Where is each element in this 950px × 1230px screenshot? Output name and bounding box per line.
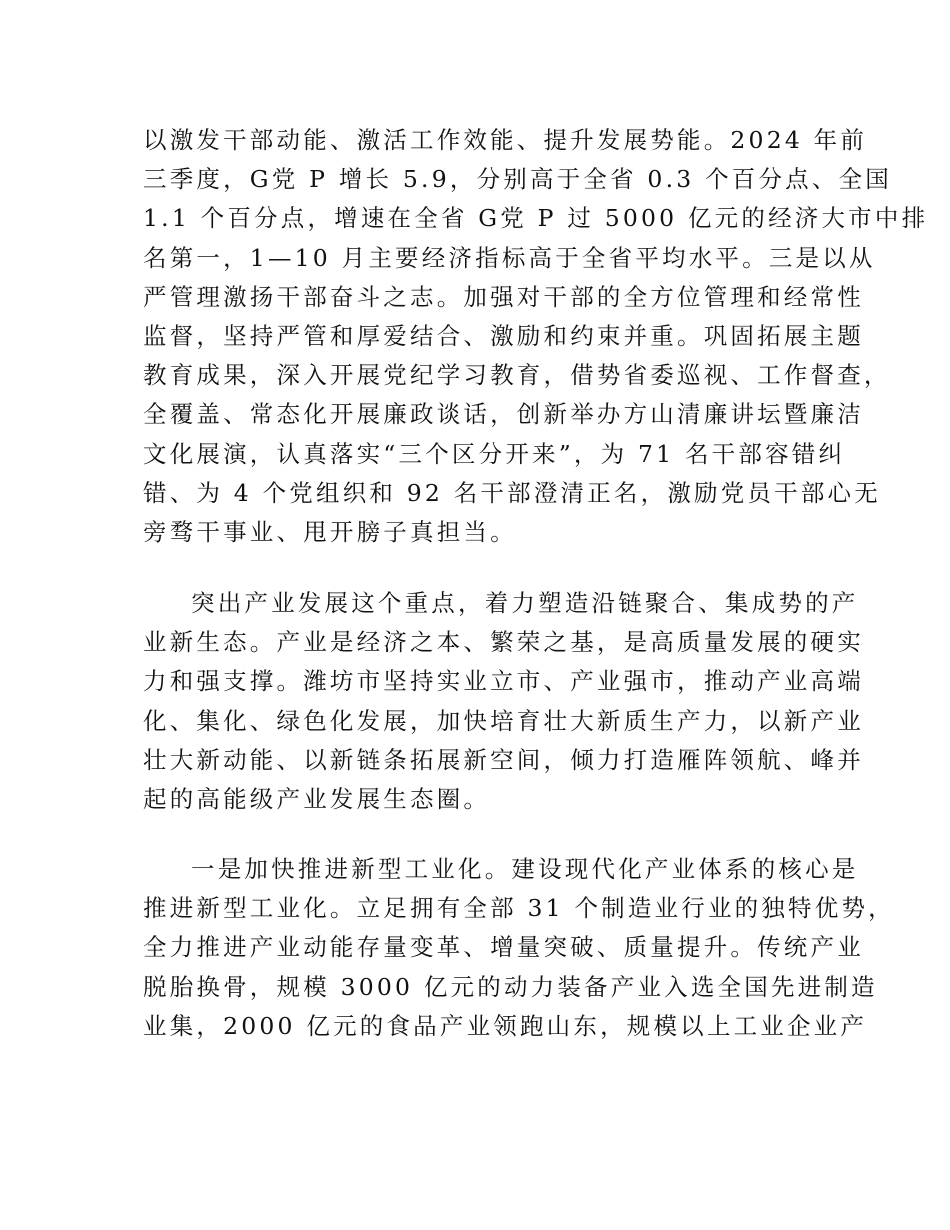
text-line: 全覆盖、常态化开展廉政谈话，创新举办方山清廉讲坛暨廉洁 [143, 400, 864, 429]
text-line: 力和强支撑。潍坊市坚持实业立市、产业强市，推动产业高端 [143, 667, 864, 696]
text-line: 业集，2000 亿元的食品产业领跑山东，规模以上工业企业产 [143, 1011, 868, 1040]
paragraph-1 [143, 121, 929, 552]
text-line: 脱胎换骨，规模 3000 亿元的动力装备产业入选全国先进制造 [143, 972, 878, 1001]
text-line: 推进新型工业化。立足拥有全部 31 个制造业行业的独特优势， [143, 894, 895, 923]
text-line: 突出产业发展这个重点，着力塑造沿链聚合、集成势的产 [191, 589, 859, 617]
text-line: 全力推进产业动能存量变革、增量突破、质量提升。传统产业 [143, 933, 864, 962]
text-line: 旁骛干事业、甩开膀子真担当。 [143, 517, 517, 546]
paragraph-2 [143, 584, 864, 858]
text-line: 错、为 4 个党组织和 92 名干部澄清正名，激励党员干部心无 [143, 478, 881, 507]
text-line: 三季度，G党 P 增长 5.9，分别高于全省 0.3 个百分点、全国 [143, 165, 892, 194]
text-line: 一是加快推进新型工业化。建设现代化产业体系的核心是 [191, 855, 859, 883]
text-line: 名第一，1—10 月主要经济指标高于全省平均水平。三是以从 [143, 243, 876, 272]
text-line: 化、集化、绿色化发展，加快培育壮大新质生产力，以新产业 [143, 706, 864, 735]
paragraph-3 [143, 850, 895, 1046]
text-line: 1.1 个百分点，增速在全省 G党 P 过 5000 亿元的经济大市中排 [143, 204, 929, 233]
text-line: 严管理激扬干部奋斗之志。加强对干部的全方位管理和经常性 [143, 282, 864, 311]
text-line: 监督，坚持严管和厚爱结合、激励和约束并重。巩固拓展主题 [143, 321, 864, 350]
text-line: 教育成果，深入开展党纪学习教育，借势省委巡视、工作督查， [143, 361, 891, 390]
text-line: 业新生态。产业是经济之本、繁荣之基，是高质量发展的硬实 [143, 628, 864, 657]
text-line: 以激发干部动能、激活工作效能、提升发展势能。2024 年前 [143, 126, 868, 154]
text-line: 文化展演，认真落实“三个区分开来”，为 71 名干部容错纠 [143, 439, 846, 468]
text-line: 壮大新动能、以新链条拓展新空间，倾力打造雁阵领航、峰并 [143, 745, 864, 774]
text-line: 起的高能级产业发展生态圈。 [143, 784, 491, 813]
